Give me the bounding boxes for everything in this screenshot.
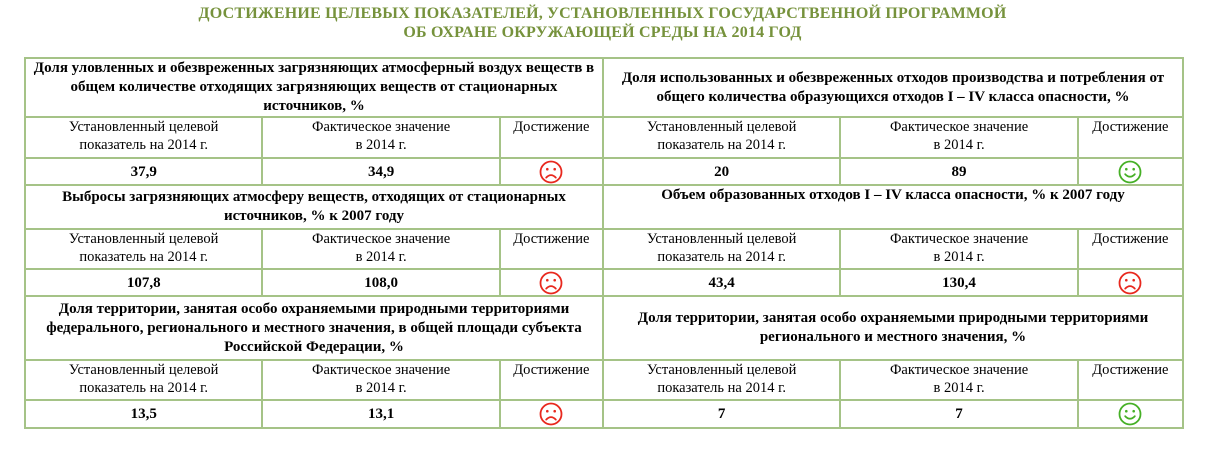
achievement-cell <box>1078 269 1183 296</box>
achievement-header: Достижение <box>1078 117 1183 158</box>
target-header: Установленный целевой показатель на 2014 г. <box>603 117 840 158</box>
target-value: 43,4 <box>603 269 840 296</box>
actual-header: Фактическое значение в 2014 г. <box>262 117 499 158</box>
target-header: Установленный целевой показатель на 2014 г. <box>603 229 840 269</box>
actual-value: 89 <box>840 158 1077 185</box>
achievement-header: Достижение <box>1078 360 1183 400</box>
actual-value: 130,4 <box>840 269 1077 296</box>
column-header-row <box>25 360 1183 400</box>
value-row <box>25 400 1183 428</box>
column-header-row <box>25 229 1183 269</box>
achievement-cell <box>500 158 603 185</box>
indicator-title-row <box>25 296 1183 360</box>
actual-header: Фактическое значение в 2014 г. <box>840 117 1077 158</box>
sad-face-icon <box>539 160 563 184</box>
indicator-title: Объем образованных отходов I – IV класса опасности, % к 2007 году <box>603 185 1183 229</box>
indicators-table <box>24 57 1184 429</box>
target-value: 13,5 <box>25 400 262 428</box>
target-value: 20 <box>603 158 840 185</box>
achievement-cell <box>1078 400 1183 428</box>
target-header: Установленный целевой показатель на 2014 г. <box>25 117 262 158</box>
target-header: Установленный целевой показатель на 2014 г. <box>603 360 840 400</box>
achievement-header: Достижение <box>500 229 603 269</box>
indicator-title-row <box>25 185 1183 229</box>
actual-value: 34,9 <box>262 158 499 185</box>
achievement-header: Достижение <box>1078 229 1183 269</box>
target-value: 37,9 <box>25 158 262 185</box>
indicator-title: Доля территории, занятая особо охраняемыми природными территориями федерального, регионального и местного значения, в общей площади субъекта Российской Федерации, % <box>25 296 603 360</box>
actual-header: Фактическое значение в 2014 г. <box>262 360 499 400</box>
achievement-header: Достижение <box>500 117 603 158</box>
sad-face-icon <box>1118 271 1142 295</box>
happy-face-icon <box>1118 402 1142 426</box>
page-title-line-1: ДОСТИЖЕНИЕ ЦЕЛЕВЫХ ПОКАЗАТЕЛЕЙ, УСТАНОВЛЕННЫХ ГОСУДАРСТВЕННОЙ ПРОГРАММОЙ <box>198 5 1007 22</box>
column-header-row <box>25 117 1183 158</box>
target-header: Установленный целевой показатель на 2014 г. <box>25 360 262 400</box>
page-title-line-2: ОБ ОХРАНЕ ОКРУЖАЮЩЕЙ СРЕДЫ НА 2014 ГОД <box>403 24 802 41</box>
indicator-title: Доля уловленных и обезвреженных загрязняющих атмосферный воздух веществ в общем количестве отходящих загрязняющих веществ от стационарных источников, % <box>25 58 603 117</box>
actual-header: Фактическое значение в 2014 г. <box>262 229 499 269</box>
happy-face-icon <box>1118 160 1142 184</box>
achievement-cell <box>500 269 603 296</box>
value-row <box>25 269 1183 296</box>
value-row <box>25 158 1183 185</box>
sad-face-icon <box>539 402 563 426</box>
actual-value: 7 <box>840 400 1077 428</box>
indicator-title: Доля территории, занятая особо охраняемыми природными территориями регионального и местного значения, % <box>603 296 1183 360</box>
actual-header: Фактическое значение в 2014 г. <box>840 360 1077 400</box>
target-header: Установленный целевой показатель на 2014 г. <box>25 229 262 269</box>
indicator-title: Доля использованных и обезвреженных отходов производства и потребления от общего количества образующихся отходов I – IV класса опасности, % <box>603 58 1183 117</box>
indicator-title-row <box>25 58 1183 117</box>
target-value: 107,8 <box>25 269 262 296</box>
actual-value: 108,0 <box>262 269 499 296</box>
achievement-cell <box>1078 158 1183 185</box>
actual-header: Фактическое значение в 2014 г. <box>840 229 1077 269</box>
sad-face-icon <box>539 271 563 295</box>
actual-value: 13,1 <box>262 400 499 428</box>
achievement-cell <box>500 400 603 428</box>
target-value: 7 <box>603 400 840 428</box>
page-title <box>0 4 1205 42</box>
indicator-title: Выбросы загрязняющих атмосферу веществ, отходящих от стационарных источников, % к 2007 году <box>25 185 603 229</box>
achievement-header: Достижение <box>500 360 603 400</box>
